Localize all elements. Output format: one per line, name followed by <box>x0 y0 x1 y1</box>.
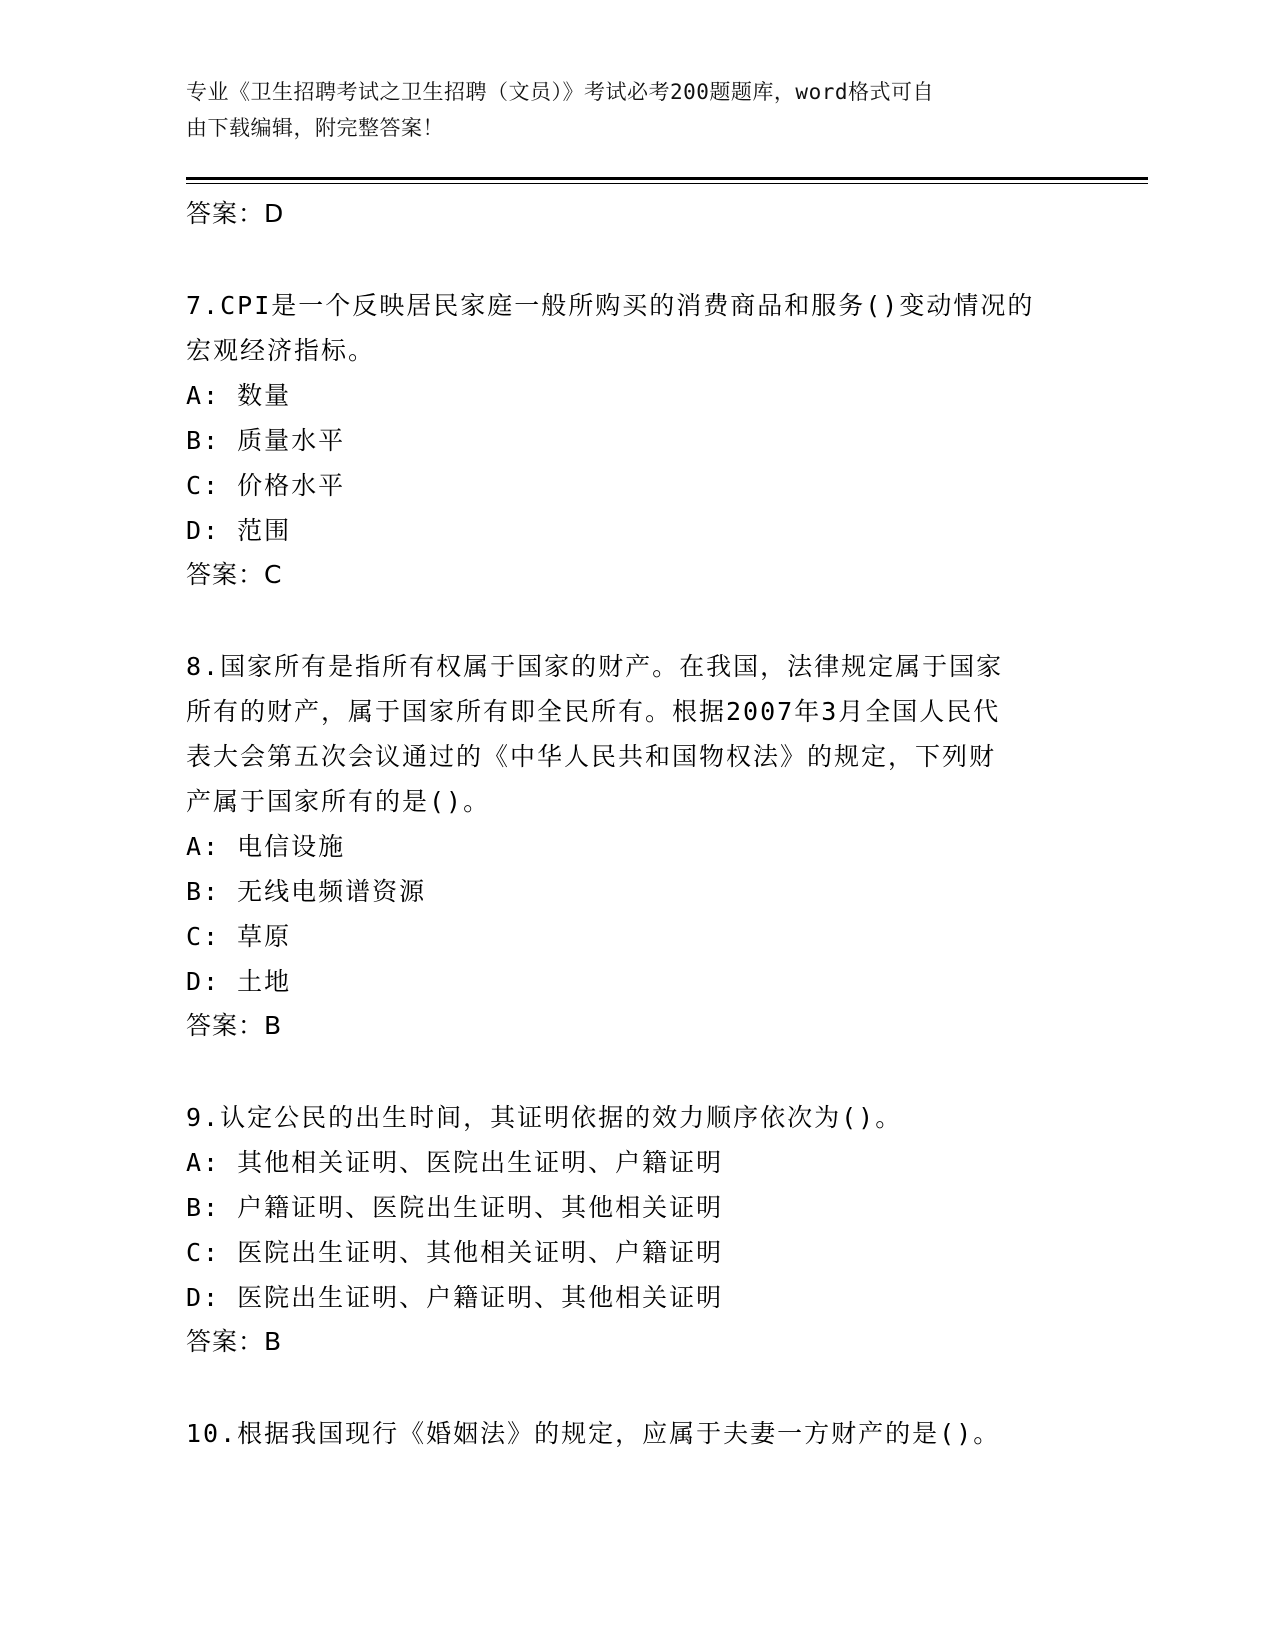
question-8-stem <box>186 644 1086 824</box>
document-body <box>186 192 1086 1456</box>
question-7-option-a: A: 数量 <box>186 381 292 410</box>
header-line-1: 专业《卫生招聘考试之卫生招聘（文员）》考试必考200题题库，word格式可自 <box>186 80 934 104</box>
header-rule-thick <box>186 177 1148 180</box>
question-10-stem: 10.根据我国现行《婚姻法》的规定，应属于夫妻一方财产的是()。 <box>186 1419 1001 1448</box>
question-7-option-d: D: 范围 <box>186 516 292 545</box>
question-8-stem-line: 8.国家所有是指所有权属于国家的财产。在我国，法律规定属于国家 <box>186 652 1004 681</box>
document-header <box>186 74 1066 146</box>
question-8-option-b: B: 无线电频谱资源 <box>186 877 427 906</box>
question-7-stem <box>186 283 1086 373</box>
question-9-answer: 答案：B <box>186 1327 283 1356</box>
answer-prev: 答案：D <box>186 199 285 228</box>
question-8-option-c: C: 草原 <box>186 922 292 951</box>
question-7-option-c: C: 价格水平 <box>186 471 346 500</box>
question-9-option-a: A: 其他相关证明、医院出生证明、户籍证明 <box>186 1148 724 1177</box>
question-7 <box>186 283 1086 597</box>
question-7-stem-line: 7.CPI是一个反映居民家庭一般所购买的消费商品和服务()变动情况的 <box>186 291 1035 320</box>
question-8-option-a: A: 电信设施 <box>186 832 346 861</box>
question-8-stem-line: 表大会第五次会议通过的《中华人民共和国物权法》的规定，下列财 <box>186 742 997 771</box>
question-9-option-b: B: 户籍证明、医院出生证明、其他相关证明 <box>186 1193 724 1222</box>
question-9-stem <box>186 1095 1086 1140</box>
question-9 <box>186 1095 1086 1364</box>
question-8-stem-line: 产属于国家所有的是()。 <box>186 787 491 816</box>
question-8-option-d: D: 土地 <box>186 967 292 996</box>
question-7-stem-line: 宏观经济指标。 <box>186 336 376 365</box>
question-9-stem-line: 9.认定公民的出生时间，其证明依据的效力顺序依次为()。 <box>186 1103 903 1132</box>
question-7-option-b: B: 质量水平 <box>186 426 346 455</box>
header-line-2: 由下载编辑，附完整答案！ <box>186 116 444 140</box>
question-9-option-d: D: 医院出生证明、户籍证明、其他相关证明 <box>186 1283 724 1312</box>
question-8 <box>186 644 1086 1048</box>
question-9-option-c: C: 医院出生证明、其他相关证明、户籍证明 <box>186 1238 724 1267</box>
question-8-answer: 答案：B <box>186 1011 283 1040</box>
question-7-answer: 答案：C <box>186 560 283 589</box>
header-rule-thin <box>186 183 1148 184</box>
question-8-stem-line: 所有的财产，属于国家所有即全民所有。根据2007年3月全国人民代 <box>186 697 1001 726</box>
